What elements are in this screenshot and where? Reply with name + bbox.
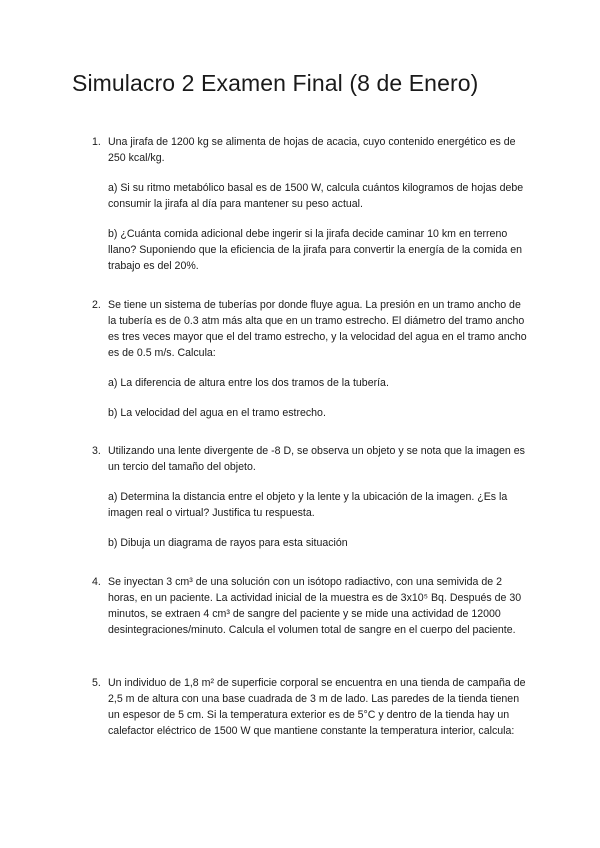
problem-1	[92, 134, 532, 274]
problem-paragraph: Una jirafa de 1200 kg se alimenta de hojas de acacia, cuyo contenido energético es de 250 kcal/kg.	[108, 136, 516, 164]
problem-5	[92, 675, 532, 739]
problem-number: 5.	[92, 677, 101, 689]
problem-number: 4.	[92, 576, 101, 588]
problem-paragraph: Se tiene un sistema de tuberías por donde fluye agua. La presión en un tramo ancho de la tubería es de 0.3 atm más alta que en un tramo estrecho. El diámetro del tramo ancho es tres veces mayor que el del tramo estrecho, y la velocidad del agua en el tramo ancho es de 0.5 m/s. Calcula:	[108, 299, 527, 359]
problem-paragraph: a) Si su ritmo metabólico basal es de 1500 W, calcula cuántos kilogramos de hojas debe consumir la jirafa al día para mantener su peso actual.	[108, 182, 524, 210]
problem-paragraph: b) Dibuja un diagrama de rayos para esta situación	[108, 537, 348, 549]
problem-number: 2.	[92, 299, 101, 311]
problem-paragraph: b) La velocidad del agua en el tramo estrecho.	[108, 407, 326, 419]
problem-4	[92, 574, 532, 638]
problem-number: 3.	[92, 445, 101, 457]
problem-paragraph: a) La diferencia de altura entre los dos tramos de la tubería.	[108, 377, 389, 389]
problem-3	[92, 443, 532, 551]
page-title: Simulacro 2 Examen Final (8 de Enero)	[72, 70, 479, 96]
problem-paragraph: Un individuo de 1,8 m² de superficie corporal se encuentra en una tienda de campaña de 2,5 m de altura con una base cuadrada de 3 m de lado. Las paredes de la tienda tienen un espesor de 5 cm. Si la temperatura exterior es de 5°C y dentro de la tienda hay un calefactor eléctrico de 1500 W que mantiene constante la temperatura interior, calcula:	[108, 677, 526, 737]
problem-paragraph: Se inyectan 3 cm³ de una solución con un isótopo radiactivo, con una semivida de 2 horas, en un paciente. La actividad inicial de la muestra es de 3x10⁵ Bq. Después de 30 minutos, se extraen 4 cm³ de sangre del paciente y se mide una actividad de 12000 desintegraciones/minuto. Calcula el volumen total de sangre en el cuerpo del paciente.	[108, 576, 522, 636]
problem-2	[92, 297, 532, 421]
problem-paragraph: Utilizando una lente divergente de -8 D, se observa un objeto y se nota que la imagen es un tercio del tamaño del objeto.	[108, 445, 525, 473]
problem-number: 1.	[92, 136, 101, 148]
problem-paragraph: b) ¿Cuánta comida adicional debe ingerir si la jirafa decide caminar 10 km en terreno llano? Suponiendo que la eficiencia de la jirafa para convertir la energía de la comida en trabajo es del 20%.	[108, 228, 523, 272]
problem-paragraph: a) Determina la distancia entre el objeto y la lente y la ubicación de la imagen. ¿Es la imagen real o virtual? Justifica tu respuesta.	[108, 491, 508, 519]
